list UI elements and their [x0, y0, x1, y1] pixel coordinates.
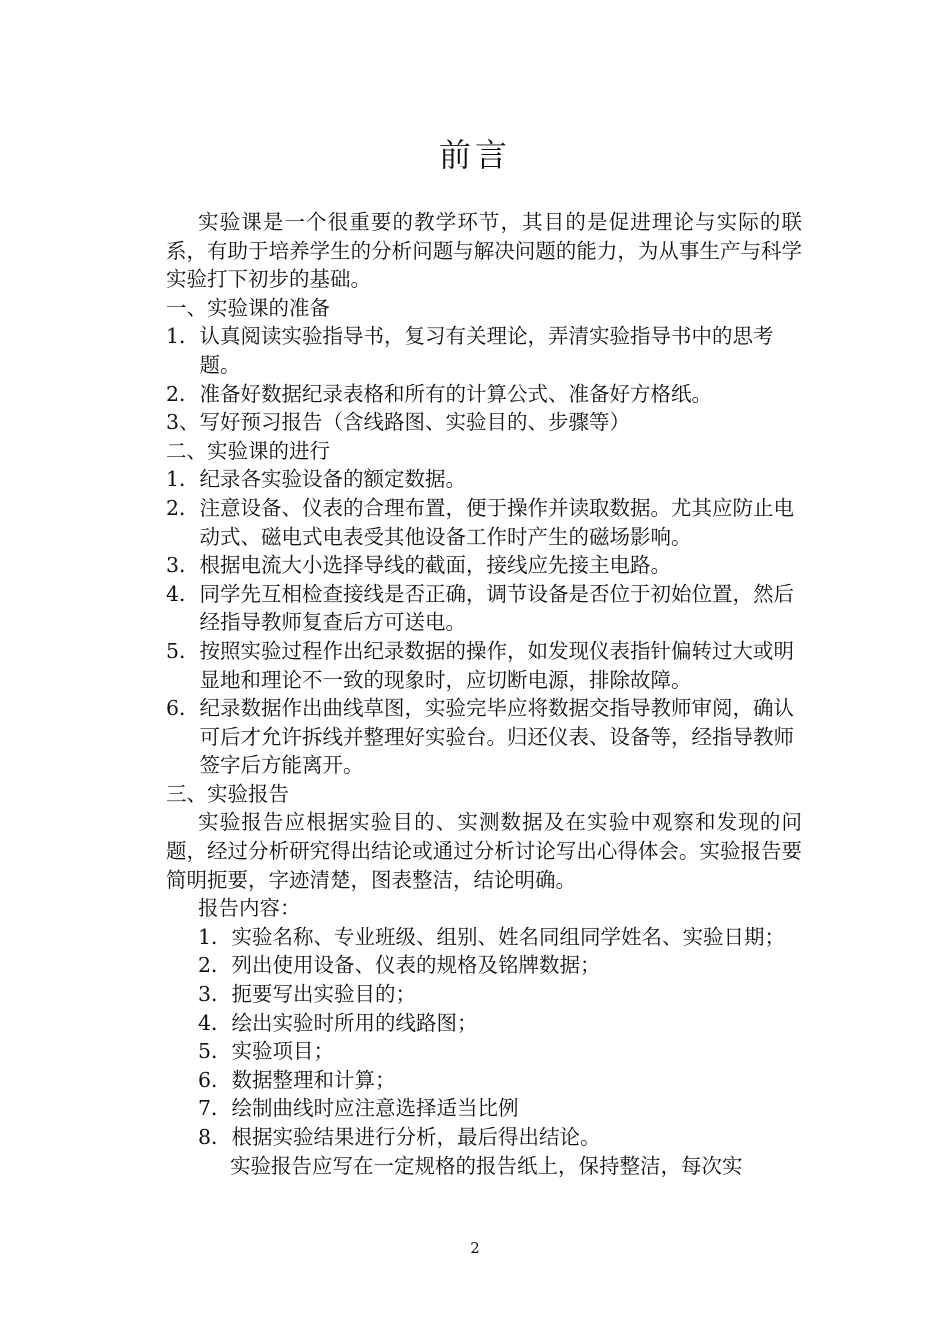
item-number: 3． — [198, 982, 232, 1007]
item-text: 注意设备、仪表的合理布置，便于操作并读取数据。尤其应防止电动式、磁电式电表受其他设备工作时产生的磁场影响。 — [199, 495, 795, 549]
item-number: 4． — [166, 581, 200, 606]
list-item — [166, 380, 802, 409]
report-paragraph: 实验报告应根据实验目的、实测数据及在实验中观察和发现的问题，经过分析研究得出结论或通过分析讨论写出心得体会。实验报告要简明扼要，字迹清楚，图表整洁，结论明确。 — [166, 810, 802, 892]
item-text: 认真阅读实验指导书，复习有关理论，弄清实验指导书中的思考题。 — [199, 324, 774, 377]
item-text: 按照实验过程作出纪录数据的操作，如发现仪表指针偏转过大或明显地和理论不一致的现象时，应切断电源，排除故障。 — [199, 638, 795, 692]
list-item — [166, 1094, 802, 1123]
item-text: 扼要写出实验目的； — [231, 982, 417, 1007]
item-number: 2． — [166, 495, 200, 520]
item-number: 3． — [166, 553, 200, 578]
item-text: 实验名称、专业班级、组别、姓名同组同学姓名、实验日期； — [231, 924, 786, 949]
item-number: 2． — [198, 953, 232, 978]
report-tail-text: 实验报告应写在一定规格的报告纸上，保持整洁，每次实 — [230, 1153, 743, 1178]
list-item — [166, 1037, 802, 1066]
item-number: 6． — [166, 696, 200, 721]
list-item — [166, 1066, 802, 1095]
list-item — [166, 637, 802, 694]
list-item — [166, 408, 802, 437]
list-item — [166, 1009, 802, 1038]
item-text: 根据电流大小选择导线的截面，接线应先接主电路。 — [199, 553, 672, 578]
list-item — [166, 322, 802, 379]
item-number: 1． — [166, 467, 200, 492]
report-contents-label: 报告内容： — [198, 896, 301, 921]
item-text: 绘出实验时所用的线路图； — [231, 1010, 478, 1035]
section-heading-conduct: 二、实验课的进行 — [166, 438, 330, 463]
item-number: 6． — [198, 1067, 232, 1092]
item-text: 根据实验结果进行分析，最后得出结论。 — [231, 1125, 601, 1149]
item-number: 1． — [198, 924, 232, 949]
item-number: 7． — [198, 1096, 232, 1121]
item-text: 写好预习报告（含线路图、实验目的、步骤等） — [199, 410, 631, 435]
page-title: 前言 — [438, 136, 511, 174]
page-number: 2 — [470, 1239, 480, 1257]
item-number: 4． — [198, 1010, 232, 1035]
item-text: 数据整理和计算； — [231, 1067, 396, 1092]
section-heading-report: 三、实验报告 — [166, 781, 289, 806]
item-text: 准备好数据纪录表格和所有的计算公式、准备好方格纸。 — [199, 381, 713, 406]
item-text: 绘制曲线时应注意选择适当比例 — [231, 1096, 519, 1121]
item-number: 2． — [166, 381, 200, 406]
item-number: 3、 — [166, 410, 200, 435]
list-item — [166, 951, 802, 980]
section-heading-preparation: 一、实验课的准备 — [166, 295, 330, 320]
item-text: 列出使用设备、仪表的规格及铭牌数据； — [231, 953, 601, 978]
list-item — [166, 1123, 802, 1152]
list-item — [166, 494, 802, 551]
item-text: 同学先互相检查接线是否正确，调节设备是否位于初始位置，然后经指导教师复查后方可送电。 — [199, 581, 795, 635]
item-number: 5． — [198, 1039, 232, 1064]
list-item — [166, 465, 802, 494]
list-item — [166, 923, 802, 952]
item-number: 1． — [166, 324, 200, 349]
list-item — [166, 551, 802, 580]
intro-paragraph: 实验课是一个很重要的教学环节，其目的是促进理论与实际的联系，有助于培养学生的分析问题与解决问题的能力，为从事生产与科学实验打下初步的基础。 — [166, 210, 802, 292]
item-text: 纪录数据作出曲线草图，实验完毕应将数据交指导教师审阅，确认可后才允许拆线并整理好实验台。归还仪表、设备等，经指导教师签字后方能离开。 — [199, 696, 795, 778]
list-item — [166, 580, 802, 637]
item-number: 8． — [198, 1125, 232, 1149]
item-text: 纪录各实验设备的额定数据。 — [199, 467, 467, 492]
list-item — [166, 980, 802, 1009]
document-body — [166, 208, 802, 1180]
item-number: 5． — [166, 638, 200, 663]
item-text: 实验项目； — [231, 1039, 335, 1064]
list-item — [166, 694, 802, 780]
